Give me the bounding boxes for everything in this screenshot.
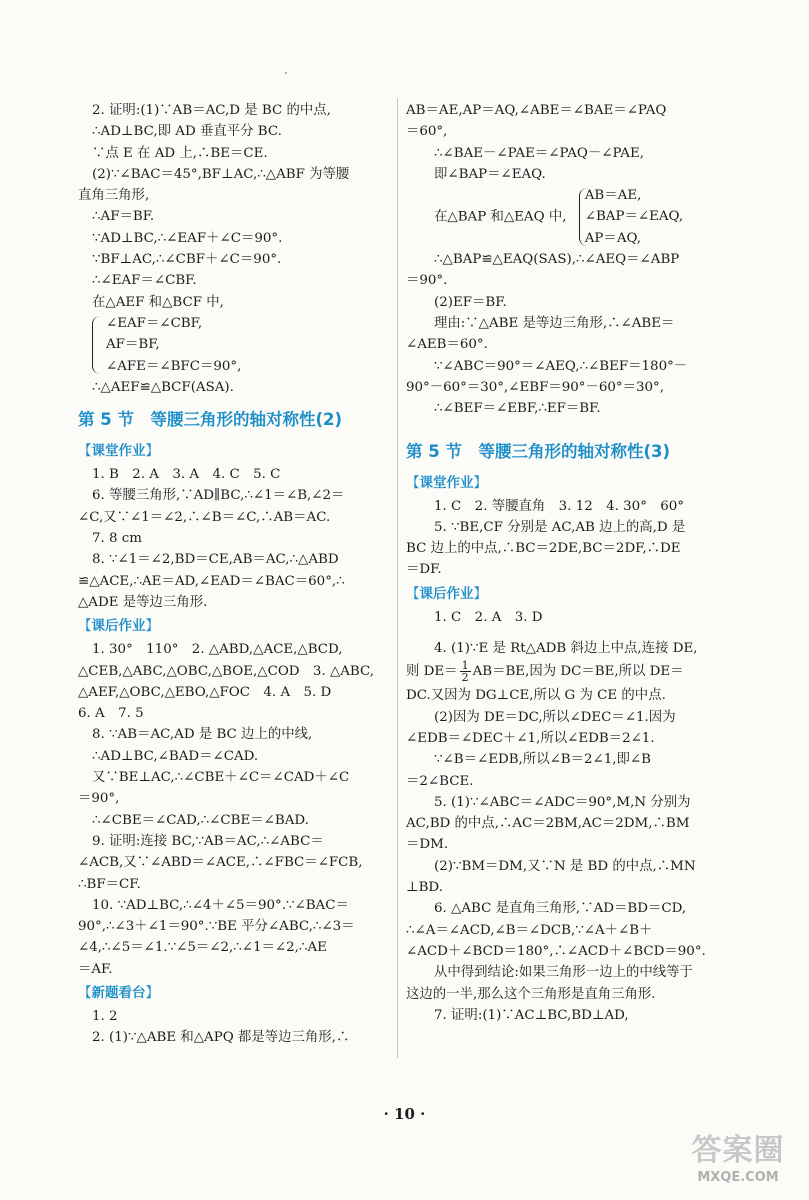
text-line: 1. 30° 110° 2. △ABD,△ACE,△BCD,	[92, 642, 343, 658]
text-line: ∴∠CBE＝∠CAD,∴∠CBE＝∠BAD.	[92, 812, 309, 828]
system-line: ∠AFE＝∠BFC＝90°,	[106, 358, 242, 374]
text-line: 7. 证明:(1)∵AC⊥BC,BD⊥AD,	[434, 1007, 629, 1023]
text-line: ∵AD⊥BC,∴∠EAF＋∠C＝90°.	[92, 230, 283, 246]
text-line: ∴∠A＝∠ACD,∠B＝∠DCB,∵∠A＋∠B＋	[406, 922, 653, 938]
text-line: ∠ACB,又∵∠ABD＝∠ACE,∴∠FBC＝∠FCB,	[78, 855, 363, 871]
text-line: 2. 证明:(1)∵AB＝AC,D 是 BC 的中点,	[92, 103, 331, 118]
text-line: 90°,∴∠3＋∠1＝90°.∵BE 平分∠ABC,∴∠3＝	[78, 919, 355, 935]
system-line: AP＝AQ,	[584, 230, 642, 246]
text-line: ⊥BD.	[406, 880, 443, 896]
text-line: ∠ACD＋∠BCD＝180°,∴∠ACD＋∠BCD＝90°.	[406, 943, 706, 959]
text-line: 10. ∵AD⊥BC,∴∠4＋∠5＝90°.∵∠BAC＝	[92, 897, 349, 913]
text-line: ∴△BAP≌△EAQ(SAS),∴∠AEQ＝∠ABP	[434, 252, 680, 268]
text-line: 从中得到结论:如果三角形一边上的中线等于	[434, 965, 693, 981]
printing-dot	[285, 72, 287, 74]
text-fragment: AB＝BE,因为 DC＝BE,所以 DE＝	[472, 664, 684, 680]
text-line: ∠EDB＝∠DEC＋∠1,所以∠EDB＝2∠1.	[406, 730, 655, 746]
text-line: ∵BF⊥AC,∴∠CBF＋∠C＝90°.	[92, 252, 282, 268]
watermark-site-text: MXQE.COM	[697, 1170, 779, 1185]
subsection-title: 课后作业	[419, 585, 474, 602]
text-line: ＝90°,	[78, 791, 120, 807]
text-fragment: 则 DE＝	[406, 664, 458, 680]
text-line: ∴AF＝BF.	[92, 209, 155, 225]
section-heading: 第 5 节 等腰三角形的轴对称性(3)	[406, 441, 671, 461]
text-line: 2. (1)∵△ABE 和△APQ 都是等边三角形,∴	[92, 1030, 350, 1046]
text-line: 1. C 2. 等腰直角 3. 12 4. 30° 60°	[434, 498, 685, 514]
text-line: (2)∵BM＝DM,又∵N 是 BD 的中点,∴MN	[434, 858, 696, 874]
text-line: BC 边上的中点,∴BC＝2DE,BC＝2DF,∴DE	[406, 541, 681, 557]
equation-system	[571, 185, 683, 249]
text-line: ＝DM.	[406, 837, 449, 853]
text-line: ≌△ACE,∴AE＝AD,∠EAD＝∠BAC＝60°,∴	[78, 573, 345, 589]
text-line: 4. (1)∵E 是 Rt△ADB 斜边上中点,连接 DE,	[434, 641, 698, 657]
text-line: 1. C 2. A 3. D	[434, 609, 543, 625]
text-line: ＝60°,	[406, 124, 448, 140]
subsection-heading: 【课堂作业】	[78, 443, 159, 460]
equation-system	[84, 313, 390, 377]
text-line: 又∵BE⊥AC,∴∠CBE＋∠C＝∠CAD＋∠C	[92, 770, 350, 786]
text-line: AC,BD 的中点,∴AC＝2BM,AC＝2DM,∴BM	[406, 816, 690, 832]
text-line: DC.又因为 DG⊥CE,所以 G 为 CE 的中点.	[406, 688, 666, 704]
text-line: 5. ∵BE,CF 分别是 AC,AB 边上的高,D 是	[434, 519, 686, 535]
left-column	[78, 100, 390, 1049]
subsection-heading: 【课堂作业】	[406, 474, 487, 491]
page-number: · 10 ·	[383, 1105, 426, 1123]
subsection-title: 课后作业	[91, 618, 146, 635]
text-line: ∠AEB＝60°.	[406, 337, 488, 353]
system-line: ∠BAP＝∠EAQ,	[584, 209, 684, 225]
text-line: 7. 8 cm	[92, 531, 143, 547]
text-line: 6. △ABC 是直角三角形,∵AD＝BD＝CD,	[434, 901, 687, 917]
system-line: ∠EAF＝∠CBF,	[106, 315, 203, 331]
text-line: ∴∠BEF＝∠EBF,∴EF＝BF.	[434, 401, 601, 417]
text-line: ∴AD⊥BC,即 AD 垂直平分 BC.	[92, 124, 282, 140]
right-column	[406, 100, 736, 1026]
system-line: AF＝BF,	[106, 337, 160, 353]
watermark-logo-text: 答案圈	[691, 1133, 785, 1168]
text-line: ∴BF＝CF.	[78, 876, 141, 892]
text-line	[406, 659, 736, 685]
text-line: △CEB,△ABC,△OBC,△BOE,△COD 3. △ABC,	[78, 663, 375, 679]
text-line: AB＝AE,AP＝AQ,∠ABE＝∠BAE＝∠PAQ	[406, 103, 667, 118]
text-line: 理由:∵△ABE 是等边三角形,∴∠ABE＝	[434, 316, 675, 332]
text-line: 6. A 7. 5	[78, 706, 144, 722]
text-line: 8. ∵AB＝AC,AD 是 BC 边上的中线,	[92, 727, 313, 743]
fraction-numerator: 1	[461, 659, 469, 673]
text-line: ∵∠ABC＝90°＝∠AEQ,∴∠BEF＝180°－	[434, 358, 688, 374]
text-line: ∴∠EAF＝∠CBF.	[92, 273, 197, 289]
system-line: AB＝AE,	[584, 188, 642, 204]
subsection-heading: 【课后作业】	[78, 618, 159, 635]
subsection-title: 新题看台	[91, 984, 146, 1001]
subsection-title: 课堂作业	[419, 474, 474, 491]
subsection-heading: 【课后作业】	[406, 585, 487, 602]
text-line: ∵∠B＝∠EDB,所以∠B＝2∠1,即∠B	[434, 752, 651, 768]
text-line: ∠4,∴∠5＝∠1.∵∠5＝∠2,∴∠1＝∠2,∴AE	[78, 940, 327, 956]
text-line: ∴∠BAE－∠PAE＝∠PAQ－∠PAE,	[434, 145, 644, 161]
text-line: △AEF,△OBC,△EBO,△FOC 4. A 5. D	[78, 684, 332, 700]
text-line: △ADE 是等边三角形.	[78, 594, 208, 610]
text-line: (2)EF＝BF.	[434, 294, 507, 310]
text-line: ∴△AEF≌△BCF(ASA).	[92, 379, 234, 395]
text-line: 即∠BAP＝∠EAQ.	[434, 166, 546, 182]
system-intro: 在△BAP 和△EAQ 中,	[434, 209, 567, 225]
text-line: ∠C,又∵∠1＝∠2,∴∠B＝∠C,∴AB＝AC.	[78, 509, 331, 525]
text-line: 直角三角形,	[78, 188, 150, 204]
text-line: 9. 证明:连接 BC,∵AB＝AC,∴∠ABC＝	[92, 833, 324, 849]
text-line: 8. ∵∠1＝∠2,BD＝CE,AB＝AC,∴△ABD	[92, 552, 339, 568]
subsection-title: 课堂作业	[91, 443, 146, 460]
text-line: (2)∵∠BAC＝45°,BF⊥AC,∴△ABF 为等腰	[92, 166, 350, 182]
text-line: (2)因为 DE＝DC,所以∠DEC＝∠1.因为	[434, 709, 676, 725]
text-line: 90°－60°＝30°,∠EBF＝90°－60°＝30°,	[406, 379, 664, 395]
text-line: 这边的一半,那么这个三角形是直角三角形.	[406, 986, 656, 1002]
text-line: 在△AEF 和△BCF 中,	[92, 294, 224, 310]
fraction	[460, 660, 471, 683]
text-line: ∴AD⊥BC,∠BAD＝∠CAD.	[92, 748, 259, 764]
text-line: 6. 等腰三角形,∵AD∥BC,∴∠1＝∠B,∠2＝	[92, 488, 345, 504]
text-line: 1. B 2. A 3. A 4. C 5. C	[92, 467, 281, 483]
section-heading: 第 5 节 等腰三角形的轴对称性(2)	[78, 410, 343, 430]
text-line: ＝DF.	[406, 562, 442, 578]
text-line: 5. (1)∵∠ABC＝∠ADC＝90°,M,N 分别为	[434, 794, 691, 810]
column-divider	[397, 98, 398, 1058]
text-line: 1. 2	[92, 1008, 118, 1024]
watermark-logo	[678, 1132, 798, 1192]
text-line: ＝90°.	[406, 273, 448, 289]
subsection-heading: 【新题看台】	[78, 984, 159, 1001]
text-line: ∵点 E 在 AD 上,∴BE＝CE.	[92, 145, 268, 161]
text-line: ＝AF.	[78, 961, 113, 977]
fraction-denominator: 2	[461, 671, 469, 685]
text-line	[406, 185, 736, 249]
text-line: ＝2∠BCE.	[406, 773, 474, 789]
